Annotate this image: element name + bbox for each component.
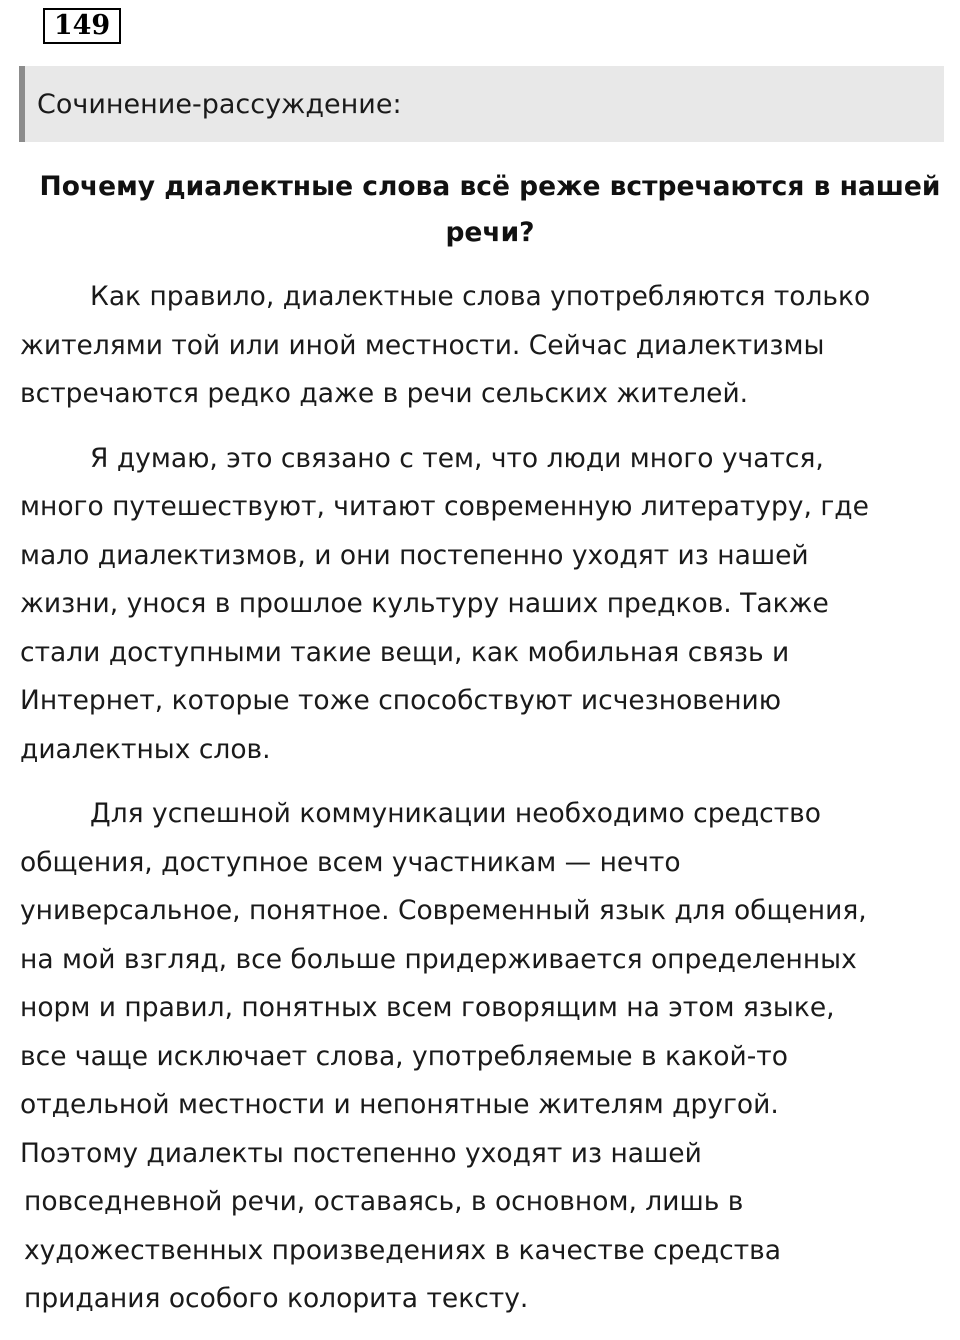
essay-title [20,164,960,256]
paragraph-line: отдельной местности и непонятные жителям другой. [20,1089,779,1120]
paragraph-line: общения, доступное всем участникам — нечто [20,846,681,878]
paragraph-line: Для успешной коммуникации необходимо средство [90,798,822,829]
paragraph-line: Поэтому диалекты постепенно уходят из нашей [20,1137,702,1169]
paragraph-line: Как правило, диалектные слова употребляются только [90,281,871,312]
paragraph-line: норм и правил, понятных всем говорящим на этом языке, [20,992,835,1023]
section-header [19,66,944,142]
paragraph-line: Я думаю, это связано с тем, что люди много учатся, [90,442,824,474]
paragraph-line: на мой взгляд, все больше придерживается определенных [20,943,857,975]
paragraph-3 [20,790,953,1324]
task-number: 149 [43,8,121,44]
paragraph-line: придания особого колорита тексту. [24,1283,529,1314]
paragraph-line: встречаются редко даже в речи сельских жителей. [20,378,749,409]
paragraph-line: универсальное, понятное. Современный язык для общения, [20,895,867,926]
paragraph-line: диалектных слов. [20,733,271,765]
essay-title-line: Почему диалектные слова всё реже встречаются в нашей [39,171,941,202]
paragraph-line: жизни, унося в прошлое культуру наших предков. Также [20,588,829,619]
paragraph-2 [20,435,953,775]
paragraph-line: много путешествуют, читают современную литературу, где [20,491,869,522]
paragraph-line: Интернет, которые тоже способствуют исчезновению [20,685,782,716]
paragraph-line: повседневной речи, оставаясь, в основном, лишь в [24,1186,744,1217]
paragraph-line: мало диалектизмов, и они постепенно уходят из нашей [20,539,809,571]
paragraph-line: жителями той или иной местности. Сейчас диалектизмы [20,329,825,361]
paragraph-1 [20,273,953,419]
essay-title-line: речи? [445,217,535,248]
paragraph-line: все чаще исключает слова, употребляемые в какой-то [20,1040,788,1072]
section-label: Сочинение-рассуждение: [37,89,402,120]
essay-body [20,273,953,1340]
paragraph-line: художественных произведениях в качестве средства [24,1234,781,1266]
paragraph-line: стали доступными такие вещи, как мобильная связь и [20,636,790,668]
